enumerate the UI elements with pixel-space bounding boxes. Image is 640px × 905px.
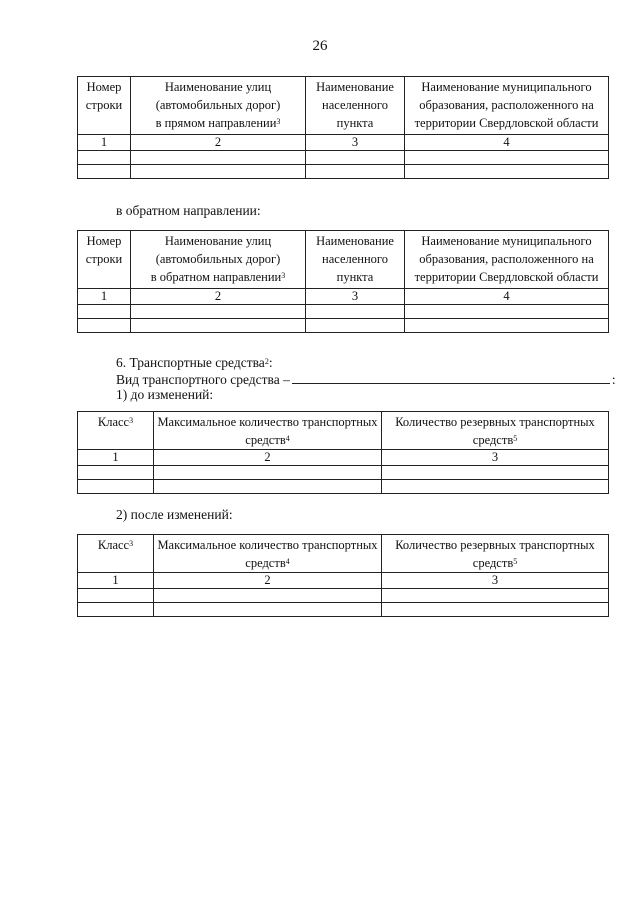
vehicle-table-before	[77, 411, 609, 494]
header-max-count	[154, 535, 382, 573]
footnote-mark: 5	[513, 557, 518, 566]
header-class-text: Класс	[97, 538, 130, 552]
header-street-forward	[131, 77, 306, 135]
table-cell	[306, 151, 405, 165]
column-number-row	[78, 450, 609, 466]
vehicle-type-blank	[292, 370, 610, 384]
header-class-text: Класс	[97, 415, 130, 429]
header-street-line3: в обратном направлении	[150, 270, 282, 284]
section-6-title-colon: :	[268, 355, 273, 370]
header-street-line2: (автомобильных дорог)	[155, 252, 281, 266]
footnote-mark: 3	[281, 271, 286, 280]
column-number: 3	[382, 450, 609, 466]
table-cell	[154, 466, 382, 480]
table-cell	[306, 319, 405, 333]
column-number: 4	[405, 289, 609, 305]
column-number-row	[78, 135, 609, 151]
header-street-line1: Наименование улиц	[164, 80, 272, 94]
header-row-number: Номер строки	[78, 231, 131, 289]
footnote-mark: 3	[129, 539, 134, 548]
footnote-mark: 4	[285, 434, 290, 443]
route-table-forward	[77, 76, 609, 179]
table-cell	[306, 305, 405, 319]
header-reserve-count	[382, 535, 609, 573]
column-number: 2	[131, 135, 306, 151]
header-street-line3: в прямом направлении	[155, 116, 277, 130]
table-cell	[405, 151, 609, 165]
table-cell	[154, 603, 382, 617]
table-row	[78, 305, 609, 319]
column-number: 3	[306, 135, 405, 151]
route-table-reverse	[77, 230, 609, 333]
header-max-count-text: Максимальное количество транспортных средств	[157, 538, 378, 570]
header-reserve-count-text: Количество резервных транспортных средств	[395, 538, 595, 570]
column-number: 4	[405, 135, 609, 151]
table-header-row	[78, 77, 609, 135]
column-number: 3	[382, 573, 609, 589]
page-number: 26	[312, 38, 328, 54]
footnote-mark: 5	[513, 434, 518, 443]
column-number: 2	[154, 573, 382, 589]
before-changes-label: 1) до изменений:	[116, 387, 214, 402]
table-cell	[382, 589, 609, 603]
table-cell	[382, 466, 609, 480]
table-row	[78, 466, 609, 480]
table-cell	[405, 165, 609, 179]
footnote-mark: 3	[276, 117, 281, 126]
column-number-row	[78, 573, 609, 589]
header-street-line2: (автомобильных дорог)	[155, 98, 281, 112]
vehicle-type-colon: :	[611, 372, 616, 387]
table-cell	[382, 603, 609, 617]
table-cell	[306, 165, 405, 179]
header-max-count-text: Максимальное количество транспортных средств	[157, 415, 378, 447]
table-row	[78, 165, 609, 179]
header-street-line1: Наименование улиц	[164, 234, 272, 248]
footnote-mark: 3	[129, 416, 134, 425]
table-cell	[78, 466, 154, 480]
table-cell	[154, 589, 382, 603]
header-settlement: Наименование населенного пункта	[306, 77, 405, 135]
table-header-row	[78, 535, 609, 573]
header-max-count	[154, 412, 382, 450]
reverse-direction-label: в обратном направлении:	[116, 203, 261, 218]
header-row-number: Номер строки	[78, 77, 131, 135]
header-reserve-count	[382, 412, 609, 450]
table-cell	[131, 151, 306, 165]
table-cell	[131, 165, 306, 179]
column-number: 1	[78, 450, 154, 466]
table-cell	[131, 305, 306, 319]
table-cell	[78, 165, 131, 179]
column-number: 2	[154, 450, 382, 466]
table-cell	[78, 305, 131, 319]
column-number: 1	[78, 135, 131, 151]
header-municipality: Наименование муниципального образования, расположенного на территории Свердловской области	[405, 231, 609, 289]
table-cell	[78, 480, 154, 494]
column-number: 3	[306, 289, 405, 305]
table-header-row	[78, 231, 609, 289]
vehicle-type-label: Вид транспортного средства –	[116, 372, 290, 387]
header-municipality: Наименование муниципального образования, расположенного на территории Свердловской области	[405, 77, 609, 135]
column-number: 1	[78, 573, 154, 589]
table-cell	[131, 319, 306, 333]
vehicle-table-after	[77, 534, 609, 617]
column-number-row	[78, 289, 609, 305]
section-6-title	[116, 354, 273, 371]
header-reserve-count-text: Количество резервных транспортных средств	[395, 415, 595, 447]
table-cell	[405, 305, 609, 319]
table-cell	[78, 589, 154, 603]
table-cell	[405, 319, 609, 333]
footnote-mark: 2	[264, 357, 269, 366]
table-cell	[78, 603, 154, 617]
table-row	[78, 589, 609, 603]
header-settlement: Наименование населенного пункта	[306, 231, 405, 289]
table-cell	[78, 319, 131, 333]
table-cell	[78, 151, 131, 165]
table-row	[78, 480, 609, 494]
table-cell	[382, 480, 609, 494]
table-row	[78, 151, 609, 165]
table-cell	[154, 480, 382, 494]
header-class	[78, 535, 154, 573]
column-number: 1	[78, 289, 131, 305]
header-street-reverse	[131, 231, 306, 289]
table-row	[78, 319, 609, 333]
header-class	[78, 412, 154, 450]
section-6-title-text: 6. Транспортные средства	[116, 355, 265, 370]
table-row	[78, 603, 609, 617]
table-header-row	[78, 412, 609, 450]
after-changes-label: 2) после изменений:	[116, 507, 233, 522]
footnote-mark: 4	[285, 557, 290, 566]
column-number: 2	[131, 289, 306, 305]
